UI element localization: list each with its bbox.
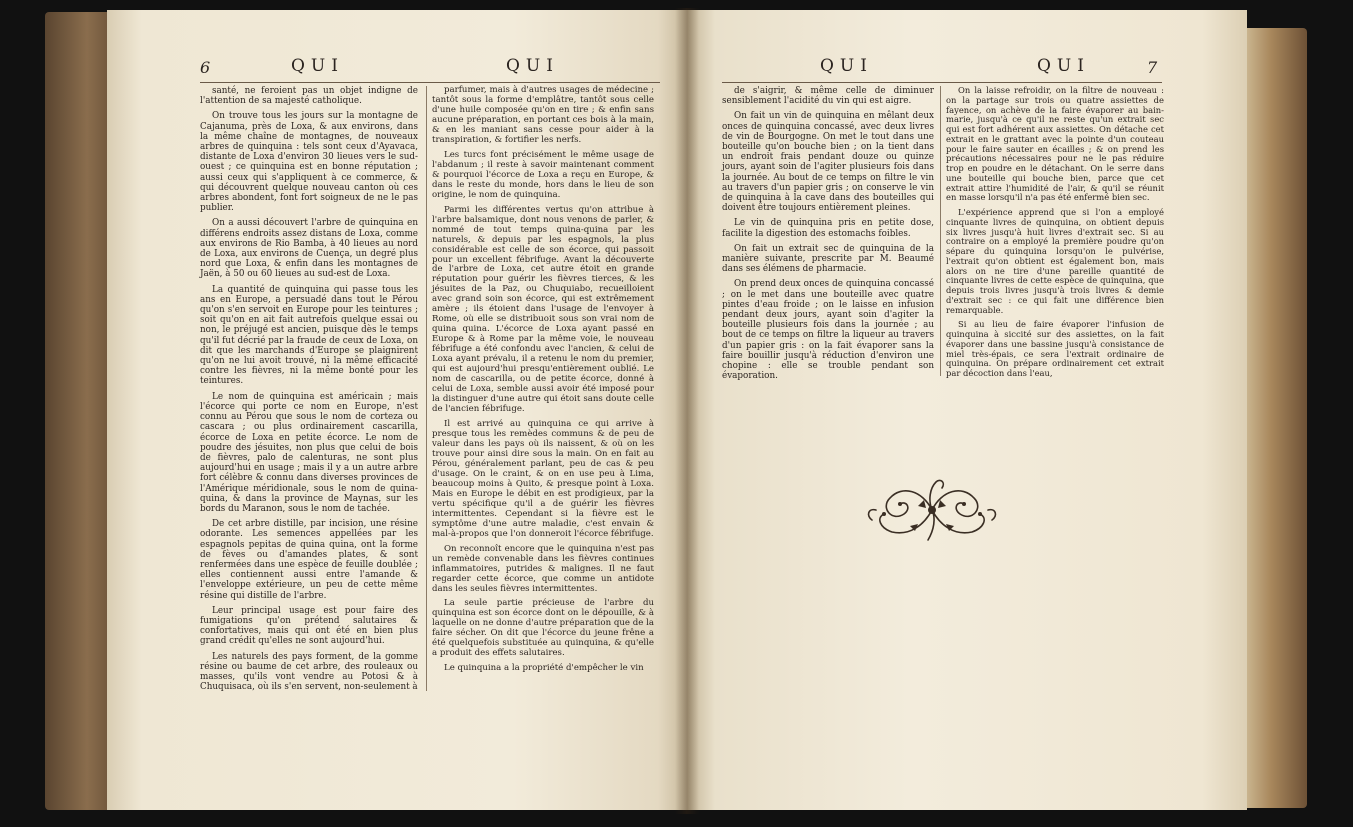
right-page-column-1 — [722, 86, 934, 386]
right-column-divider — [940, 86, 941, 376]
paragraph: On la laisse refroidir, on la filtre de nouveau : on la partage sur trois ou quatre assiettes de fayence, on achève de la faire évaporer au bain-marie, jusqu'à ce qu'il ne reste qu'un extrait sec qui est fort adhérent aux assiettes. On détache cet extrait en le grattant avec la pointe d'un couteau pour le faire sauter en écailles ; & on prend les précautions nécessaires pour ne le pas réduire trop en poudre en le détachant. On le serre dans une bouteille qui bouche bien, parce que cet extrait attire l'humidité de l'air, & qu'il se réunit en masse lorsqu'il n'a pas été enfermé bien sec. — [946, 85, 1164, 203]
left-column-divider — [426, 86, 427, 691]
paragraph: Le quinquina a la propriété d'empêcher le vin — [444, 663, 644, 674]
paragraph: De cet arbre distille, par incision, une résine odorante. Les semences appellées par les espagnols pepitas de quina quina, ont la forme de fèves ou d'amandes plates, & sont renfermées dans une espèce de feuille doublée ; elles contiennent aussi entre l'amande & l'enveloppe extérieure, un peu de cette même résine qui distille de l'arbre. — [200, 519, 418, 601]
right-page-edges — [1247, 28, 1307, 808]
left-header-right: QUI — [506, 56, 559, 76]
paragraph: On fait un vin de quinquina en mêlant deux onces de quinquina concassé, avec deux livres de vin de Bourgogne. On met le tout dans une bouteille qu'on bouche bien ; on la tient dans un endroit frais pendant douze ou quinze jours, ayant soin de l'agiter plusieurs fois dans la journée. Au bout de ce temps on filtre le vin au travers d'un papier gris ; on conserve le vin de quinquina à la cave dans des bouteilles qui doivent être toujours entièrement pleines. — [722, 111, 934, 214]
left-header-rule — [200, 82, 660, 83]
left-page-column-2 — [432, 86, 654, 696]
paragraph: Il est arrivé au quinquina ce qui arrive à presque tous les remèdes communs & de peu de valeur dans les pays où ils naissent, & où on les trouve pour ainsi dire sous la main. On en fait au Pérou, généralement parlant, peu de cas & peu d'usage. On le craint, & on en use peu à Lima, beaucoup moins à Quito, & presque point à Loxa. Mais en Europe le débit en est prodigieux, par la vertu spécifique qu'il a de guérir les fièvres intermittentes. Cependant si la fièvre est le symptôme d'une autre maladie, c'est envain & mal-à-propos que l'on donneroit l'écorce fébrifuge. — [432, 419, 654, 539]
paragraph: On a aussi découvert l'arbre de quinquina en différens endroits assez distans de Loxa, comme aux environs de Rio Bamba, à 40 lieues au nord de Loxa, aux environs de Cuença, un degré plus nord que Loxa, & enfin dans les montagnes de Jaën, à 50 ou 60 lieues au sud-est de Loxa. — [200, 218, 418, 280]
paragraph: Le vin de quinquina pris en petite dose, facilite la digestion des estomachs foibles. — [722, 218, 934, 239]
paragraph: Les naturels des pays forment, de la gomme résine ou baume de cet arbre, des rouleaux ou masses, qu'ils vont vendre au Potosi & à Chuquisaca, où ils s'en servent, non-seulement à — [200, 651, 418, 693]
paragraph: Le nom de quinquina est américain ; mais l'écorce qui porte ce nom en Europe, n'est connu au Pérou que sous le nom de corteza ou cascara ; ou plus ordinairement cascarilla, écorce de Loxa en petite écorce. Le nom de poudre des jésuites, non plus que celui de bois de fièvres, palo de calenturas, ne sont plus aujourd'hui en usage ; mais il y a un autre arbre fort célèbre & connu dans diverses provinces de l'Amérique méridionale, sous le nom de quina-quina, & dans la province de Maynas, sur les bords du Maranon, sous le nom de tachée. — [200, 391, 418, 514]
left-page-number: 6 — [200, 58, 211, 77]
paragraph: santé, ne feroient pas un objet indigne de l'attention de sa majesté catholique. — [200, 86, 418, 107]
paragraph: Si au lieu de faire évaporer l'infusion de quinquina à siccité sur des assiettes, on la fait évaporer dans une bassine jusqu'à consistance de miel très-épais, ce sera l'extrait ordinaire de quinquina. On prépare ordinairement cet extrait par décoction dans l'eau, — [946, 319, 1164, 378]
paragraph: On trouve tous les jours sur la montagne de Cajanuma, près de Loxa, & aux environs, dans la même chaîne de montagnes, de nouveaux arbres de quinquina : tels sont ceux d'Ayavaca, distante de Loxa d'environ 30 lieues vers le sud-ouest ; ce quinquina est en bonne réputation ; aussi ceux qui s'appliquent à ce commerce, & qui découvrent quelque nouveau canton où ces arbres abondent, font fort soigneux de ne le pas publier. — [200, 111, 418, 214]
left-header-left: QUI — [291, 56, 344, 76]
right-header-left: QUI — [820, 56, 873, 76]
paragraph: L'expérience apprend que si l'on a employé cinquante livres de quinquina, on obtient depuis six livres jusqu'à huit livres d'extrait sec. Si au contraire on a employé la première poudre qu'on sépare du quinquina lorsqu'on le pulvérise, l'extrait qu'on obtient est également bon, mais alors on ne tire d'une pareille quantité de cinquante livres de cette espèce de quinquina, que depuis trois livres jusqu'à trois livres & demie d'extrait sec : ce qui fait une différence bien remarquable. — [946, 207, 1164, 315]
decorative-ornament-icon — [862, 470, 1002, 550]
paragraph: Parmi les différentes vertus qu'on attribue à l'arbre balsamique, dont nous venons de parler, & nommé de tout temps quina-quina par les naturels, & depuis par les espagnols, la plus considérable est celle de son écorce, qui passoit pour un excellent fébrifuge. Avant la découverte de l'arbre de Loxa, cet autre étoit en grande réputation pour guérir les fièvres tierces, & les jésuites de la Paz, ou Chuquiabo, recueilloient avec grand soin son écorce, qui est extrêmement amère ; ils étoient dans l'usage de l'envoyer à Rome, où elle se distribuoit sous son vrai nom de quina quina. L'écorce de Loxa ayant passé en Europe & à Rome par la même voie, le nouveau fébrifuge a été confondu avec l'ancien, & celui de Loxa ayant prévalu, il a retenu le nom du premier, qui est aujourd'hui presqu'entièrement oublié. Le nom de cascarilla, ou de petite écorce, donné à celui de Loxa, semble aussi avoir été imposé pour la distinguer d'une autre qui étoit sans doute celle de l'ancien fébrifuge. — [432, 204, 654, 415]
paragraph: La quantité de quinquina qui passe tous les ans en Europe, a persuadé dans tout le Pérou qu'on s'en servoit en Europe pour les teintures ; soit qu'on en ait fait autrefois quelque essai ou non, le préjugé est ancien, puisque dès le temps qu'il fut décrié par la fraude de ceux de Loxa, on dit que les marchands d'Europe se plaignirent qu'on ne lui avoit trouvé, ni la même efficacité contre les fièvres, ni la même bonté pour les teintures. — [200, 284, 418, 387]
right-page-number: 7 — [1147, 58, 1158, 77]
right-header-right: QUI — [1037, 56, 1090, 76]
paragraph: On prend deux onces de quinquina concassé ; on le met dans une bouteille avec quatre pintes d'eau froide ; on le laisse en infusion pendant deux jours, ayant soin d'agiter la bouteille plusieurs fois dans la journée ; au bout de ce temps on filtre la liqueur au travers d'un papier gris : on la fait évaporer sans la faire bouillir jusqu'à réduction d'environ une chopine : elle se trouble pendant son évaporation. — [722, 279, 934, 382]
paragraph: Leur principal usage est pour faire des fumigations qu'on prétend salutaires & confortatives, mais qui ont été en bien plus grand crédit qu'elles ne sont aujourd'hui. — [200, 605, 418, 647]
paragraph: Les turcs font précisément le même usage de l'abdanum ; il reste à savoir maintenant comment & pourquoi l'écorce de Loxa a reçu en Europe, & dans le reste du monde, hors dans le lieu de son origine, le nom de quinquina. — [432, 149, 654, 200]
right-header-rule — [722, 82, 1162, 83]
paragraph: de s'aigrir, & même celle de diminuer sensiblement l'acidité du vin qui est aigre. — [722, 86, 934, 107]
left-page-column-1 — [200, 86, 418, 696]
paragraph: La seule partie précieuse de l'arbre du quinquina est son écorce dont on le dépouille, & à laquelle on ne donne d'autre préparation que de la faire sécher. On dit que l'écorce du jeune frêne a été quelquefois substituée au quinquina, & qu'elle a produit des effets salutaires. — [432, 598, 654, 659]
book-gutter — [675, 8, 699, 814]
paragraph: On fait un extrait sec de quinquina de la manière suivante, prescrite par M. Beaumé dans ses élémens de pharmacie. — [722, 243, 934, 275]
left-cover — [45, 12, 115, 810]
paragraph: On reconnoît encore que le quinquina n'est pas un remède convenable dans les fièvres continues inflammatoires, putrides & malignes. Il ne faut regarder cette écorce, que comme un antidote dans les seules fièvres intermittentes. — [432, 543, 654, 594]
right-page-column-2 — [946, 86, 1164, 386]
paragraph: parfumer, mais à d'autres usages de médecine ; tantôt sous la forme d'emplâtre, tantôt sous celle d'une huile composée qu'on en tire ; & enfin sans aucune préparation, en portant ces bois à la main, & en les maniant sans cesse pour aider à la transpiration, & fortifier les nerfs. — [432, 85, 654, 145]
